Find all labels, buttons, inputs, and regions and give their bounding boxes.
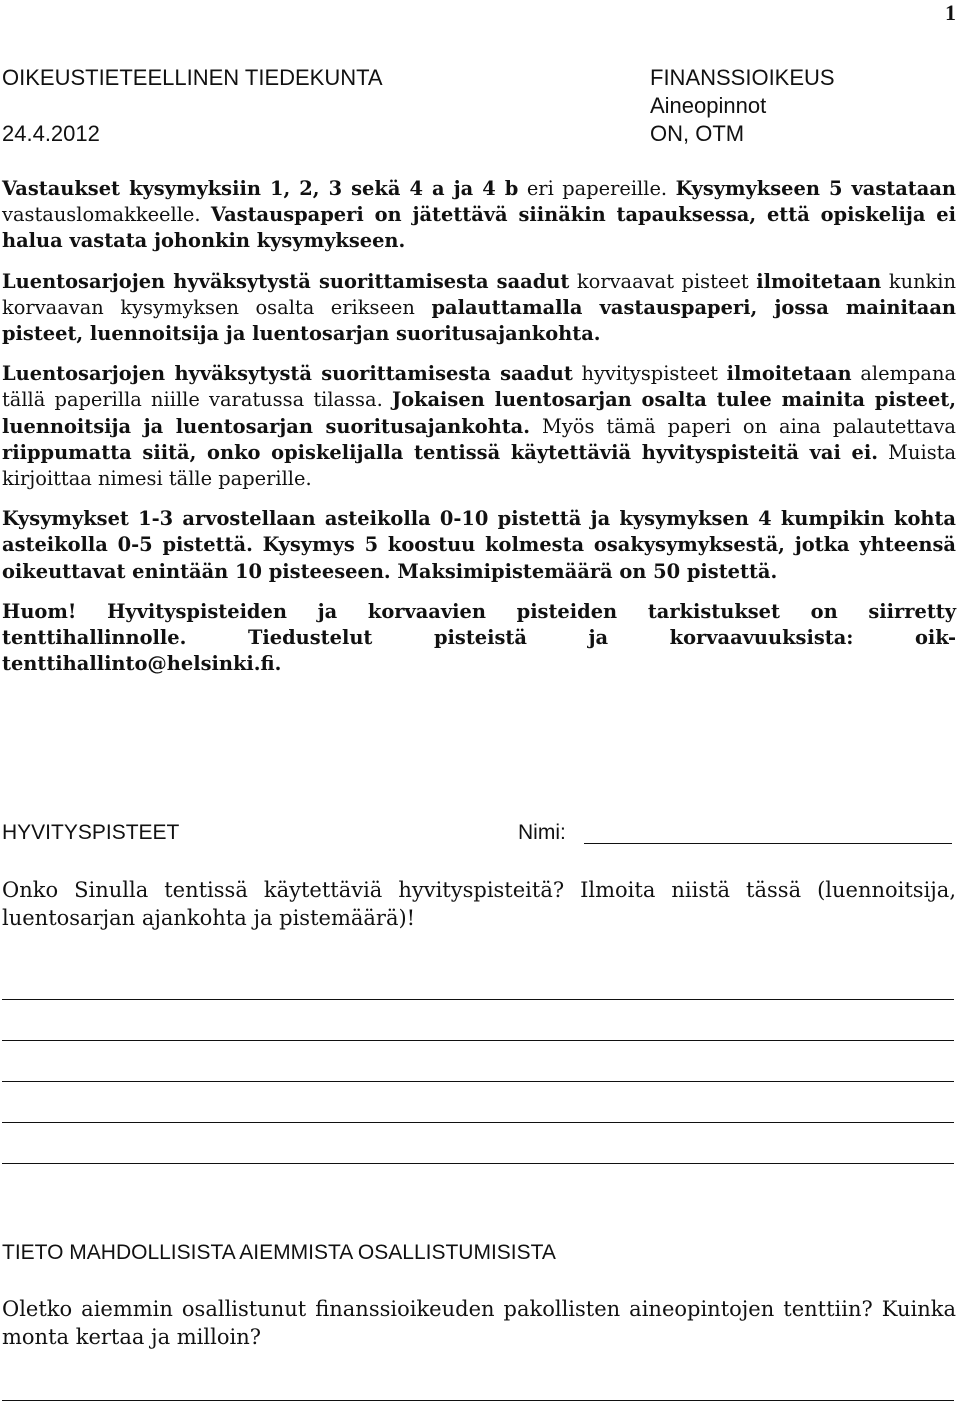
instruction-text: Vastauspaperi on jätettävä siinäkin tapauksessa, että opiskelija ei halua vastata johonkin kysymykseen. <box>2 203 957 253</box>
instruction-text: palauttamalla vastauspaperi, jossa mainitaan pisteet, luennoitsija ja luentosarjan suoritusajankohta. <box>2 295 956 346</box>
previous-answer-line[interactable] <box>2 1400 954 1401</box>
instruction-text: Luentosarjojen hyväksytystä suorittamisesta saadut <box>2 269 570 293</box>
subject-name: FINANSSIOIKEUS <box>650 65 835 90</box>
credits-answer-line[interactable] <box>2 999 954 1000</box>
instruction-text: alempana tällä paperilla niille varatussa tilassa. <box>2 362 957 412</box>
name-label: Nimi: <box>518 821 566 844</box>
instruction-text: ilmoitetaan <box>726 362 852 386</box>
faculty-name: OIKEUSTIETEELLINEN TIEDEKUNTA <box>2 65 383 90</box>
credits-answer-line[interactable] <box>2 1040 954 1041</box>
instruction-text: Luentosarjojen hyväksytystä suorittamisesta saadut <box>2 362 573 386</box>
instruction-text: eri papereille. <box>518 177 676 200</box>
instruction-text: Muista kirjoittaa nimesi tälle paperille. <box>2 440 956 491</box>
previous-question: Oletko aiemmin osallistunut finanssioikeuden pakollisten aineopintojen tenttiin? Kuinka monta kertaa ja milloin? <box>2 1297 956 1349</box>
instruction-paragraph-1 <box>2 176 956 255</box>
instruction-text: Jokaisen luentosarjan osalta tulee mainita pisteet, luennoitsija ja luentosarjan suoritusajankohta. <box>2 388 956 438</box>
credits-question: Onko Sinulla tentissä käytettäviä hyvityspisteitä? Ilmoita niistä tässä (luennoitsija, luentosarjan ajankohta ja pistemäärä)! <box>2 878 956 930</box>
instruction-text: Myös tämä paperi on aina palautettava <box>530 414 956 438</box>
instruction-text: kunkin korvaavan kysymyksen osalta erikseen <box>2 269 957 319</box>
grading-paragraph <box>2 506 956 585</box>
credits-answer-line[interactable] <box>2 1163 954 1164</box>
study-level: Aineopinnot <box>650 93 767 118</box>
instruction-text: Kysymykseen 5 vastataan <box>675 177 956 200</box>
notice-paragraph <box>2 599 956 678</box>
instruction-text: Vastaukset kysymyksiin 1, 2, 3 sekä 4 a ja 4 b <box>2 177 519 200</box>
header-right <box>650 64 835 148</box>
previous-section-title: TIETO MAHDOLLISISTA AIEMMISTA OSALLISTUMISISTA <box>2 1241 556 1264</box>
degree-programs: ON, OTM <box>650 121 745 146</box>
notice-text: Huom! Hyvityspisteiden ja korvaavien pisteiden tarkistukset on siirretty tenttihallinnolle. Tiedustelut pisteistä ja korvaavuuksista: oik-tenttihallinto@helsinki.fi. <box>2 599 956 676</box>
instruction-paragraph-3 <box>2 361 956 492</box>
header-left <box>2 64 383 146</box>
name-field[interactable] <box>584 843 952 844</box>
instruction-text: hyvityspisteet <box>572 362 727 386</box>
instruction-text: riippumatta siitä, onko opiskelijalla tentissä käytettäviä hyvityspisteitä vai ei. <box>2 440 879 464</box>
page-number: 1 <box>945 0 956 25</box>
credits-answer-line[interactable] <box>2 1081 954 1082</box>
exam-date: 24.4.2012 <box>2 121 100 146</box>
instruction-paragraph-2 <box>2 269 956 348</box>
instruction-text: ilmoitetaan <box>756 269 882 293</box>
instruction-text: vastauslomakkeelle. <box>2 203 211 227</box>
credits-answer-line[interactable] <box>2 1122 954 1123</box>
instruction-text: korvaavat pisteet <box>569 269 757 293</box>
grading-text: Kysymykset 1-3 arvostellaan asteikolla 0-10 pistettä ja kysymyksen 4 kumpikin kohta asteikolla 0-5 pistettä. Kysymys 5 koostuu kolmesta osakysymyksestä, jotka yhteensä oikeuttavat enintään 10 pisteeseen. Maksimipistemäärä on 50 pistettä. <box>2 507 956 583</box>
credits-section-title: HYVITYSPISTEET <box>2 821 180 844</box>
instructions <box>2 176 956 691</box>
